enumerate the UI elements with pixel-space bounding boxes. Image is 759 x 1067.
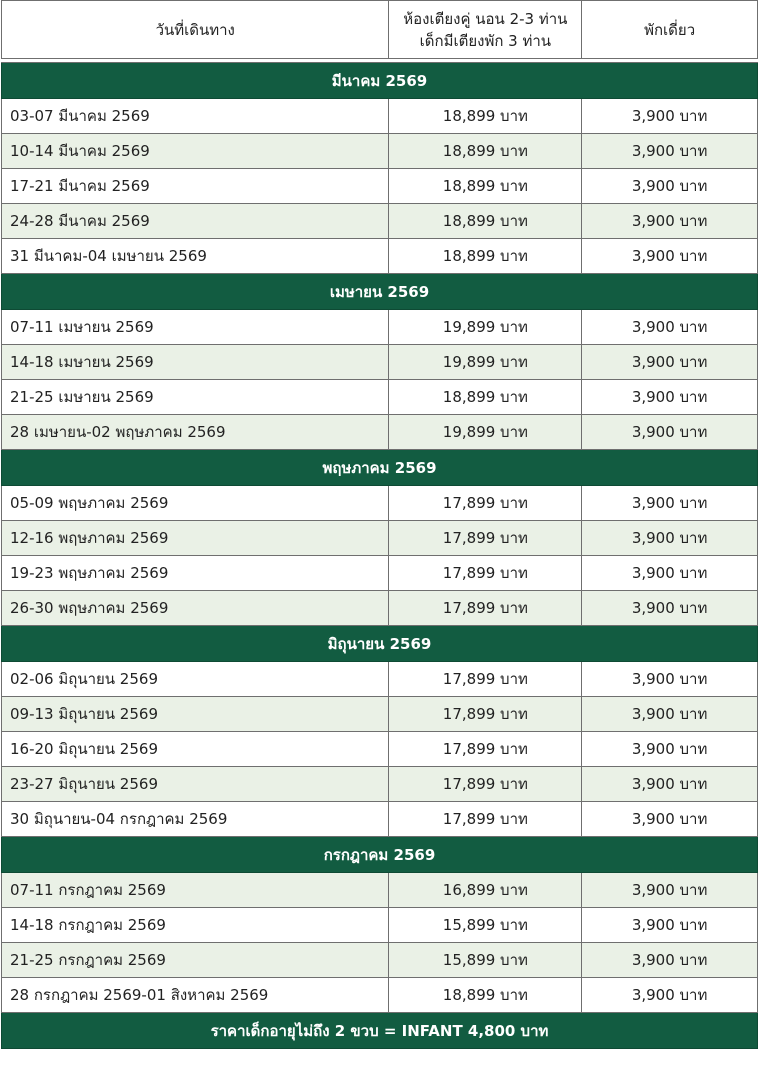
departure-date: 31 มีนาคม-04 เมษายน 2569 [2,239,389,274]
twin-room-price: 17,899 บาท [389,521,582,556]
header-date: วันที่เดินทาง [2,1,389,59]
departure-date: 17-21 มีนาคม 2569 [2,169,389,204]
table-row [2,169,758,204]
twin-room-price: 18,899 บาท [389,134,582,169]
month-header-row [2,450,758,486]
price-table [1,0,758,1049]
departure-date: 07-11 กรกฎาคม 2569 [2,873,389,908]
single-supplement: 3,900 บาท [582,239,758,274]
single-supplement: 3,900 บาท [582,697,758,732]
table-row [2,943,758,978]
twin-room-price: 18,899 บาท [389,99,582,134]
table-row [2,134,758,169]
departure-date: 21-25 เมษายน 2569 [2,380,389,415]
departure-date: 14-18 กรกฎาคม 2569 [2,908,389,943]
twin-room-price: 17,899 บาท [389,556,582,591]
month-title: มีนาคม 2569 [2,63,758,99]
header-single: พักเดี่ยว [582,1,758,59]
table-row [2,662,758,697]
table-row [2,486,758,521]
departure-date: 23-27 มิถุนายน 2569 [2,767,389,802]
departure-date: 30 มิถุนายน-04 กรกฎาคม 2569 [2,802,389,837]
single-supplement: 3,900 บาท [582,767,758,802]
header-price-line1: ห้องเตียงคู่ นอน 2-3 ท่าน [403,9,568,28]
departure-date: 05-09 พฤษภาคม 2569 [2,486,389,521]
table-row [2,380,758,415]
twin-room-price: 19,899 บาท [389,415,582,450]
departure-date: 28 กรกฎาคม 2569-01 สิงหาคม 2569 [2,978,389,1013]
departure-date: 02-06 มิถุนายน 2569 [2,662,389,697]
single-supplement: 3,900 บาท [582,943,758,978]
month-header-row [2,274,758,310]
table-row [2,99,758,134]
twin-room-price: 17,899 บาท [389,697,582,732]
departure-date: 16-20 มิถุนายน 2569 [2,732,389,767]
single-supplement: 3,900 บาท [582,732,758,767]
departure-date: 19-23 พฤษภาคม 2569 [2,556,389,591]
departure-date: 10-14 มีนาคม 2569 [2,134,389,169]
single-supplement: 3,900 บาท [582,345,758,380]
table-row [2,697,758,732]
table-row [2,908,758,943]
twin-room-price: 15,899 บาท [389,908,582,943]
departure-date: 26-30 พฤษภาคม 2569 [2,591,389,626]
twin-room-price: 18,899 บาท [389,239,582,274]
twin-room-price: 15,899 บาท [389,943,582,978]
departure-date: 21-25 กรกฎาคม 2569 [2,943,389,978]
single-supplement: 3,900 บาท [582,591,758,626]
single-supplement: 3,900 บาท [582,204,758,239]
twin-room-price: 18,899 บาท [389,380,582,415]
month-header-row [2,63,758,99]
twin-room-price: 17,899 บาท [389,486,582,521]
departure-date: 09-13 มิถุนายน 2569 [2,697,389,732]
infant-price-note: ราคาเด็กอายุไม่ถึง 2 ขวบ = INFANT 4,800 บาท [2,1013,758,1049]
twin-room-price: 16,899 บาท [389,873,582,908]
single-supplement: 3,900 บาท [582,978,758,1013]
infant-price-row [2,1013,758,1049]
table-row [2,204,758,239]
twin-room-price: 18,899 บาท [389,978,582,1013]
single-supplement: 3,900 บาท [582,486,758,521]
departure-date: 12-16 พฤษภาคม 2569 [2,521,389,556]
single-supplement: 3,900 บาท [582,556,758,591]
table-row [2,521,758,556]
header-price-line2: เด็กมีเตียงพัก 3 ท่าน [419,31,552,50]
departure-date: 28 เมษายน-02 พฤษภาคม 2569 [2,415,389,450]
table-row [2,310,758,345]
single-supplement: 3,900 บาท [582,380,758,415]
single-supplement: 3,900 บาท [582,908,758,943]
single-supplement: 3,900 บาท [582,802,758,837]
twin-room-price: 17,899 บาท [389,591,582,626]
table-row [2,802,758,837]
departure-date: 07-11 เมษายน 2569 [2,310,389,345]
twin-room-price: 17,899 บาท [389,767,582,802]
single-supplement: 3,900 บาท [582,873,758,908]
month-title: พฤษภาคม 2569 [2,450,758,486]
table-row [2,978,758,1013]
twin-room-price: 19,899 บาท [389,310,582,345]
departure-date: 14-18 เมษายน 2569 [2,345,389,380]
single-supplement: 3,900 บาท [582,134,758,169]
twin-room-price: 17,899 บาท [389,802,582,837]
header-price [389,1,582,59]
month-title: กรกฎาคม 2569 [2,837,758,873]
single-supplement: 3,900 บาท [582,662,758,697]
table-row [2,415,758,450]
month-title: เมษายน 2569 [2,274,758,310]
single-supplement: 3,900 บาท [582,310,758,345]
month-header-row [2,626,758,662]
single-supplement: 3,900 บาท [582,169,758,204]
price-table-body [2,1,758,1049]
departure-date: 24-28 มีนาคม 2569 [2,204,389,239]
table-row [2,732,758,767]
header-row [2,1,758,59]
single-supplement: 3,900 บาท [582,99,758,134]
departure-date: 03-07 มีนาคม 2569 [2,99,389,134]
twin-room-price: 19,899 บาท [389,345,582,380]
table-row [2,873,758,908]
month-header-row [2,837,758,873]
twin-room-price: 17,899 บาท [389,732,582,767]
twin-room-price: 17,899 บาท [389,662,582,697]
twin-room-price: 18,899 บาท [389,169,582,204]
month-title: มิถุนายน 2569 [2,626,758,662]
single-supplement: 3,900 บาท [582,521,758,556]
table-row [2,239,758,274]
twin-room-price: 18,899 บาท [389,204,582,239]
single-supplement: 3,900 บาท [582,415,758,450]
table-row [2,591,758,626]
table-row [2,345,758,380]
table-row [2,767,758,802]
table-row [2,556,758,591]
